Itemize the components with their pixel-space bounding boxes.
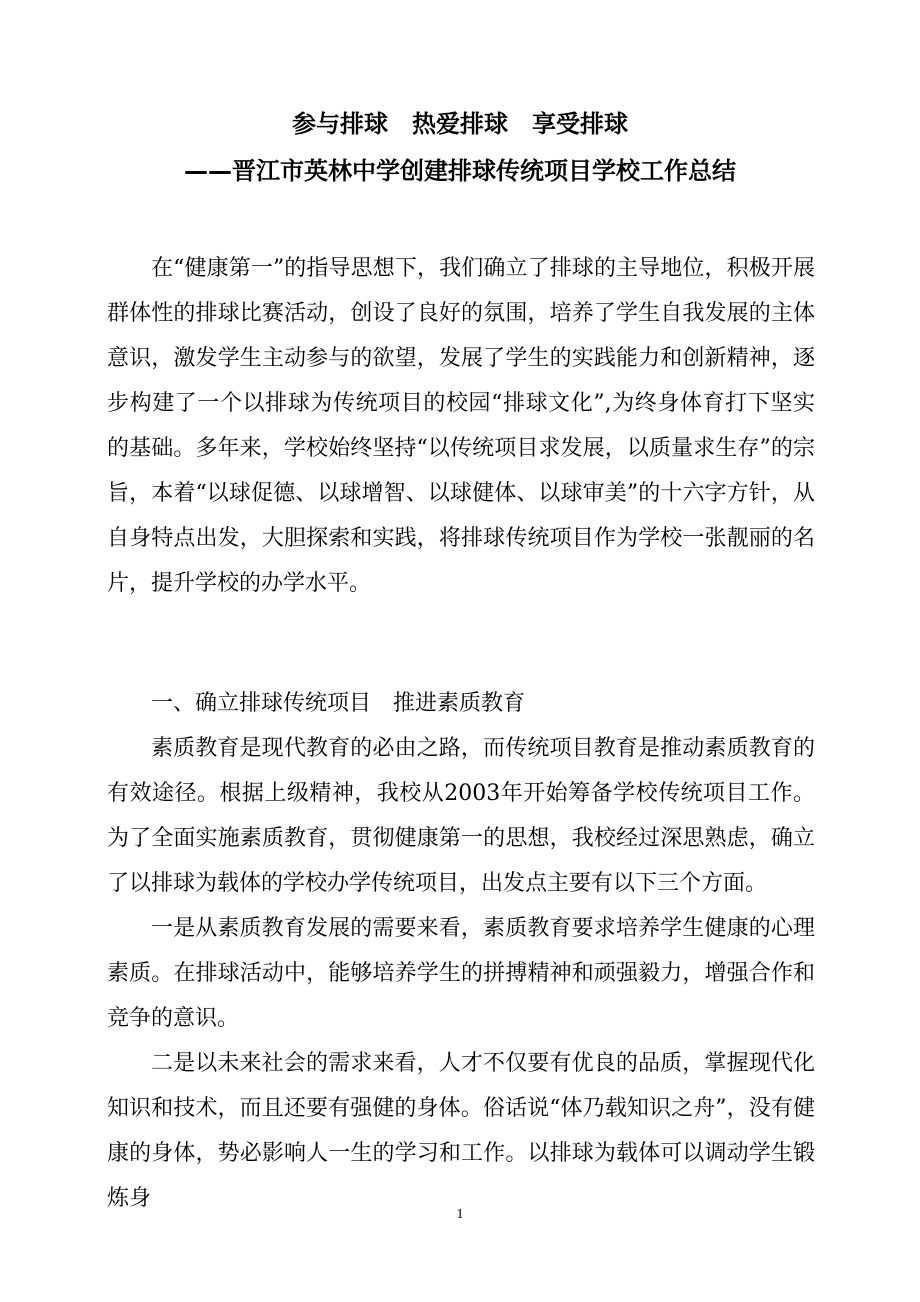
- document-subtitle: ——晋江市英林中学创建排球传统项目学校工作总结: [184, 157, 736, 185]
- intro-block: [107, 246, 815, 606]
- section-1-paragraph-2: 一是从素质教育发展的需要来看，素质教育要求培养学生健康的心理素质。在排球活动中，能够培养学生的拼搏精神和顽强毅力，增强合作和竞争的意识。: [107, 916, 815, 1031]
- section-1-paragraph-3: 二是以未来社会的需求来看，人才不仅要有优良的品质，掌握现代化知识和技术，而且还要有强健的身体。俗话说“体乃载知识之舟”，没有健康的身体，势必影响人一生的学习和工作。以排球为载体可以调动学生锻炼身: [107, 1051, 815, 1211]
- section-1-heading: 一、确立排球传统项目 推进素质教育: [151, 691, 526, 716]
- document-title: 参与排球 热爱排球 享受排球: [292, 110, 628, 138]
- section-1: [107, 681, 815, 1221]
- page-number: 1: [456, 1207, 464, 1222]
- intro-paragraph: 在“健康第一”的指导思想下，我们确立了排球的主导地位，积极开展群体性的排球比赛活动，创设了良好的氛围，培养了学生自我发展的主体意识，激发学生主动参与的欲望，发展了学生的实践能力和创新精神，逐步构建了一个以排球为传统项目的校园“排球文化”,为终身体育打下坚实的基础。多年来，学校始终坚持“以传统项目求发展，以质量求生存”的宗旨，本着“以球促德、以球增智、以球健体、以球审美”的十六字方针，从自身特点出发，大胆探索和实践，将排球传统项目作为学校一张靓丽的名片，提升学校的办学水平。: [107, 256, 815, 596]
- section-1-paragraph-1: 素质教育是现代教育的必由之路，而传统项目教育是推动素质教育的有效途径。根据上级精神，我校从2003年开始筹备学校传统项目工作。为了全面实施素质教育，贯彻健康第一的思想，我校经过深思熟虑，确立了以排球为载体的学校办学传统项目，出发点主要有以下三个方面。: [107, 736, 815, 896]
